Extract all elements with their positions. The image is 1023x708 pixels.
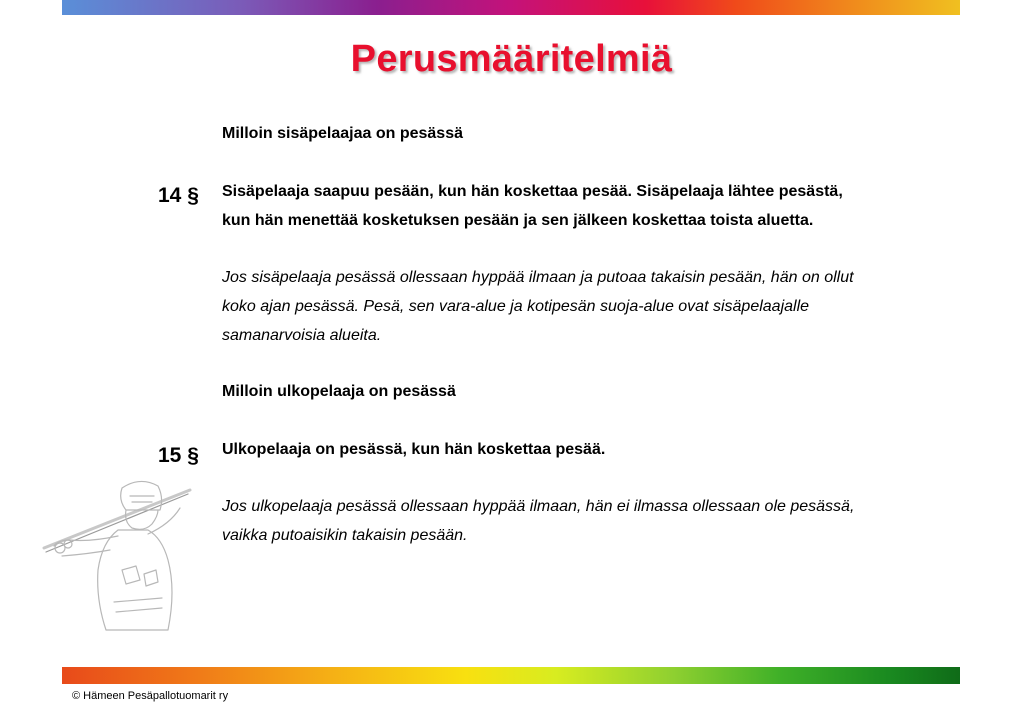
section-heading: Milloin sisäpelaajaa on pesässä (222, 125, 463, 142)
note-line: Jos ulkopelaaja pesässä ollessaan hyppää ilmaan, hän ei ilmassa ollessaan ole pesässä, (222, 498, 855, 515)
top-gradient-bar (62, 0, 960, 15)
section-heading: Milloin ulkopelaaja on pesässä (222, 383, 456, 400)
paragraph-number: 14 § (158, 184, 199, 207)
rule-line: Sisäpelaaja saapuu pesään, kun hän koskettaa pesää. Sisäpelaaja lähtee pesästä, (222, 183, 843, 200)
note-line: Jos sisäpelaaja pesässä ollessaan hyppää ilmaan ja putoaa takaisin pesään, hän on ollut (222, 269, 854, 286)
note-line: samanarvoisia alueita. (222, 327, 382, 344)
note-line: koko ajan pesässä. Pesä, sen vara-alue ja kotipesän suoja-alue ovat sisäpelaajalle (222, 298, 810, 315)
player-illustration (40, 470, 205, 645)
note-line: vaikka putoaisikin takaisin pesään. (222, 527, 468, 544)
paragraph-number: 15 § (158, 444, 199, 467)
bottom-gradient-bar (62, 667, 960, 684)
slide-title: Perusmääritelmiä (350, 38, 673, 80)
footer-copyright: © Hämeen Pesäpallotuomarit ry (72, 690, 229, 702)
rule-line: Ulkopelaaja on pesässä, kun hän koskettaa pesää. (222, 441, 606, 458)
rule-line: kun hän menettää kosketuksen pesään ja sen jälkeen koskettaa toista aluetta. (222, 212, 814, 229)
